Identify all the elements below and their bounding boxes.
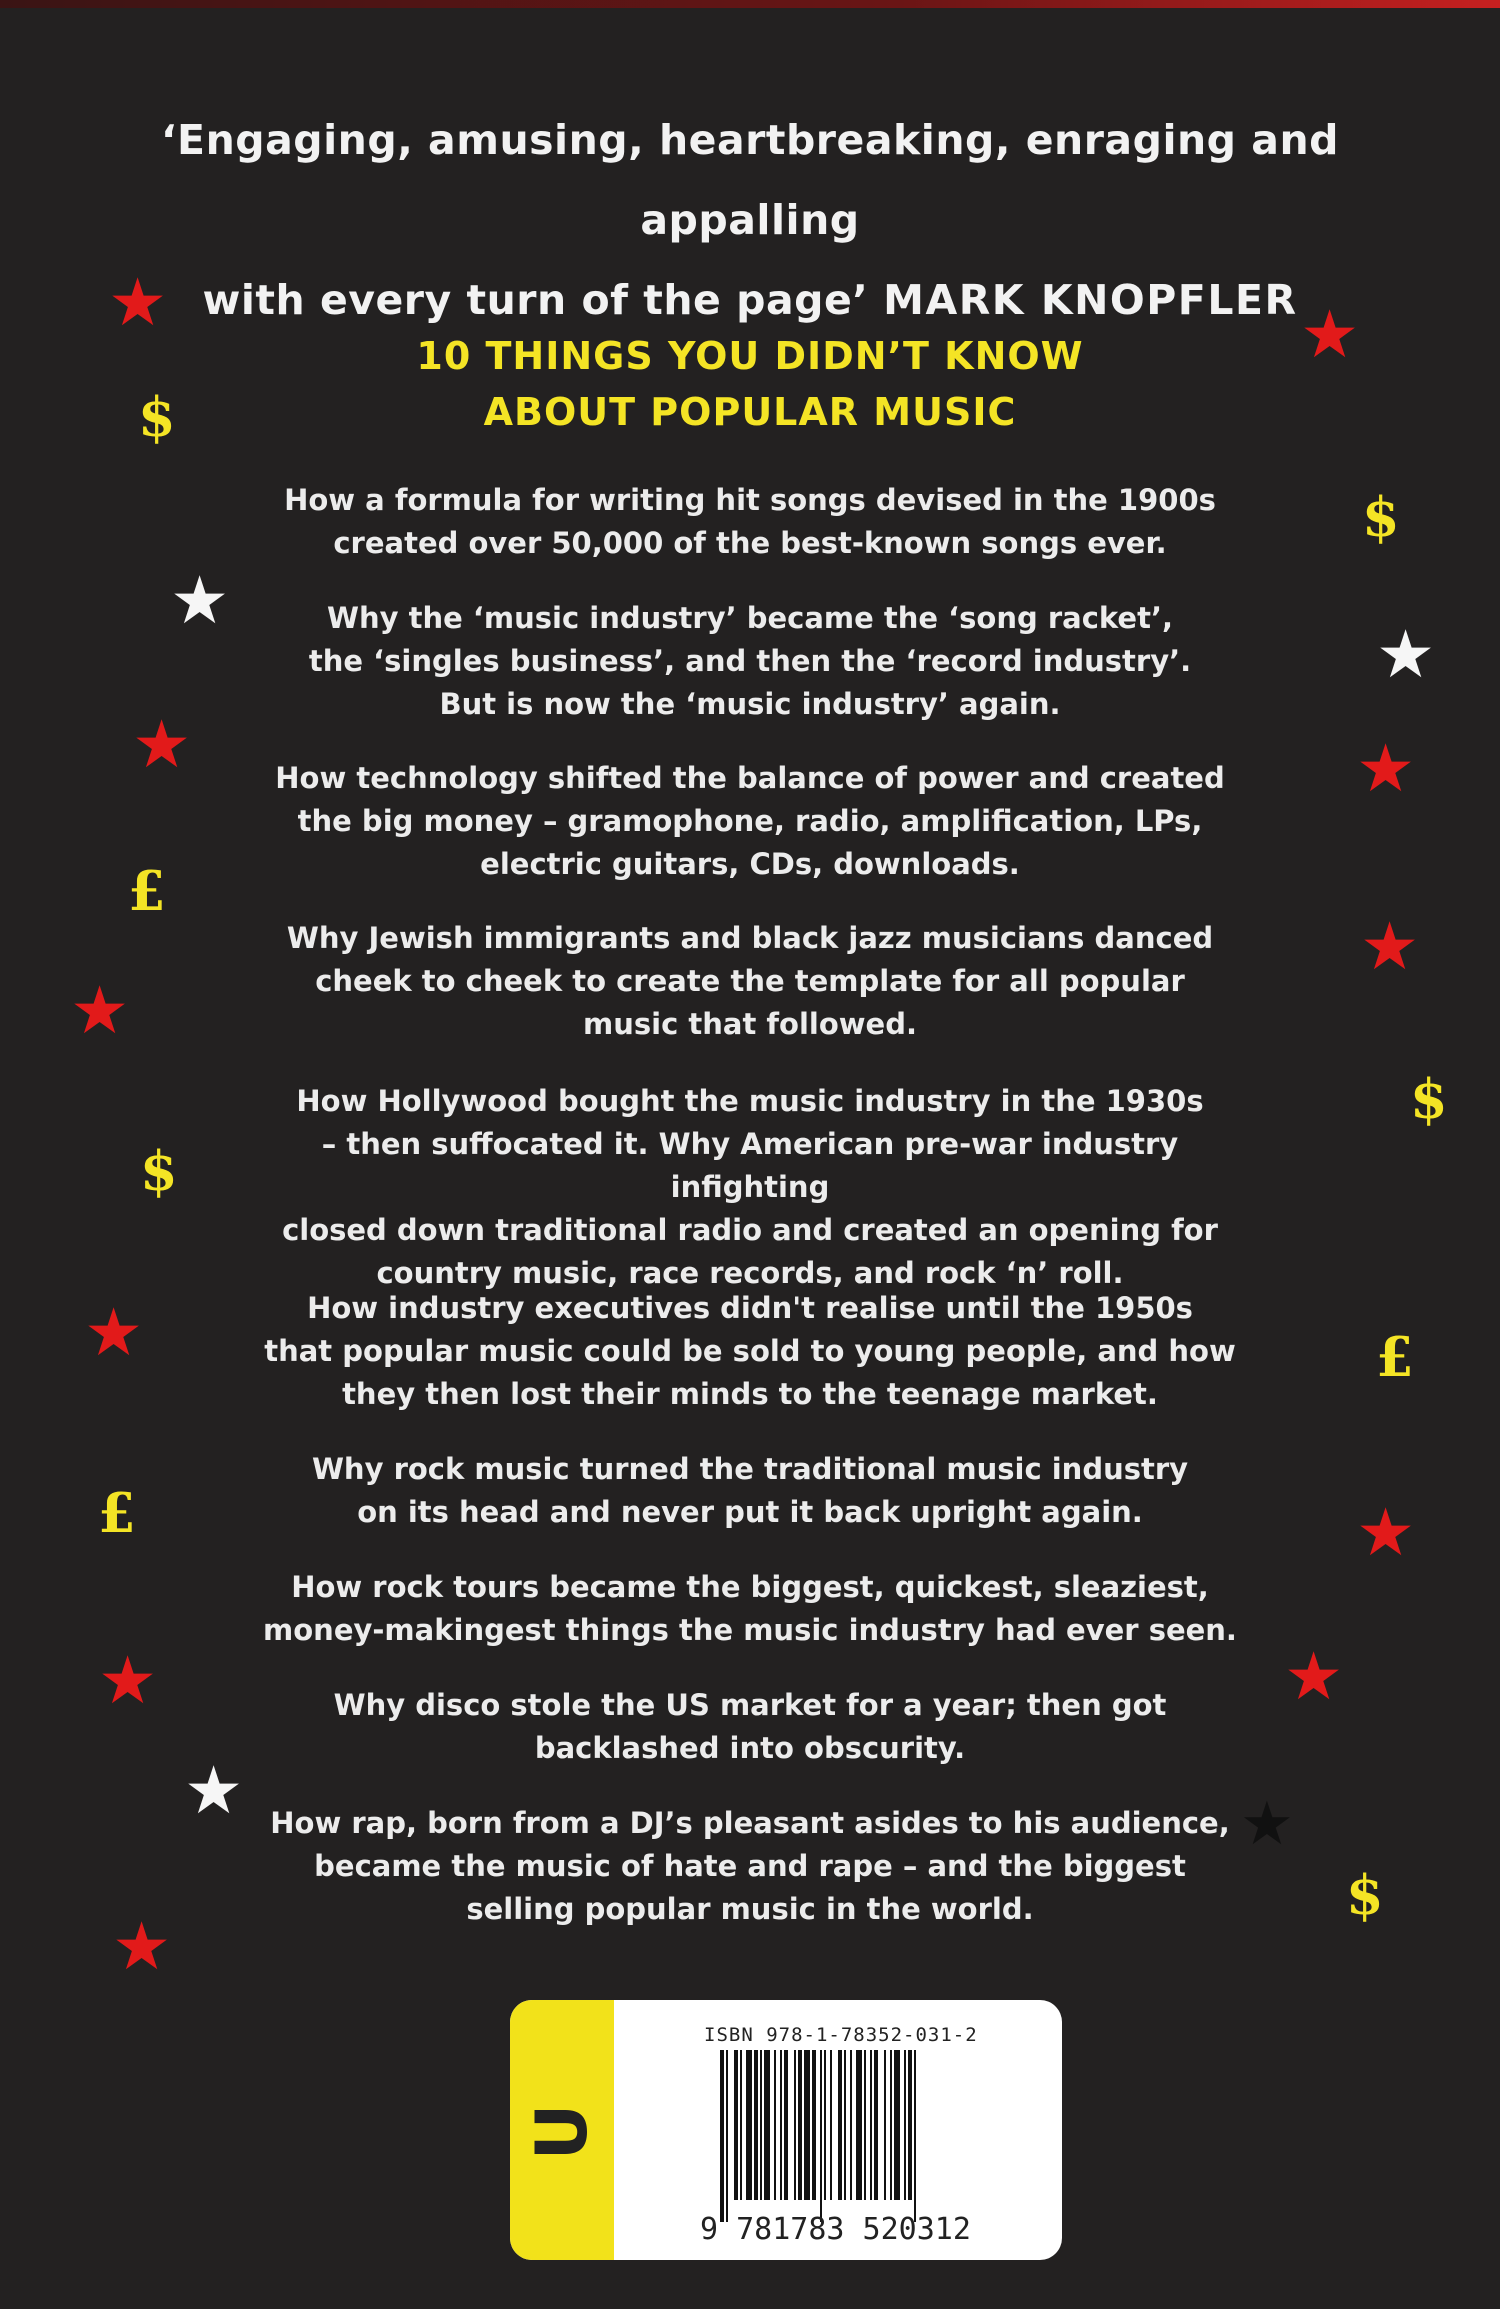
barcode-bar	[746, 2050, 752, 2200]
barcode-bar	[824, 2050, 826, 2200]
barcode-bar	[760, 2050, 762, 2200]
barcode-bar	[870, 2050, 872, 2200]
publisher-logo: U	[521, 2103, 603, 2161]
red-star-icon: ★	[1356, 1494, 1416, 1571]
red-star-icon: ★	[108, 264, 168, 341]
dollar-sign-icon: $	[1346, 1863, 1384, 1927]
barcode-bar	[850, 2050, 852, 2200]
red-star-icon: ★	[1356, 730, 1416, 807]
white-star-icon: ★	[184, 1752, 244, 1829]
fact-item-5: How Hollywood bought the music industry in the 1930s – then suffocated it. Why American pre-war industry infighting closed down traditional radio and created an opening for country music, race records, and rock ‘n’ roll.	[282, 1084, 1218, 1290]
barcode-image	[720, 2050, 992, 2222]
white-star-icon: ★	[170, 562, 230, 639]
barcode-bar	[774, 2050, 776, 2200]
red-star-icon: ★	[1284, 1638, 1344, 1715]
barcode-bar	[908, 2050, 912, 2200]
fact-item-2: Why the ‘music industry’ became the ‘song racket’, the ‘singles business’, and then the ‘record industry’. But is now the ‘music industry’ again.	[308, 601, 1192, 721]
red-star-icon: ★	[112, 1908, 172, 1985]
barcode-bar	[726, 2050, 728, 2222]
dollar-sign-icon: $	[1362, 485, 1400, 549]
red-star-icon: ★	[84, 1294, 144, 1371]
red-star-icon: ★	[98, 1642, 158, 1719]
barcode-bar	[720, 2050, 724, 2222]
quote-attribution: MARK KNOPFLER	[883, 276, 1298, 324]
barcode-bar	[780, 2050, 782, 2200]
barcode-bar	[830, 2050, 832, 2200]
barcode-bar	[804, 2050, 810, 2200]
barcode-bar	[844, 2050, 846, 2200]
barcode-bar	[812, 2050, 816, 2200]
isbn-text: ISBN 978-1-78352-031-2	[704, 2024, 978, 2046]
fact-item-6: How industry executives didn't realise until the 1950s that popular music could be sold to young people, and how they then lost their minds to the teenage market.	[264, 1291, 1236, 1411]
pound-sign-icon: £	[128, 859, 166, 923]
fact-item-4: Why Jewish immigrants and black jazz musicians danced cheek to cheek to create the template for all popular music that followed.	[286, 921, 1214, 1041]
barcode-bar	[794, 2050, 796, 2200]
barcode-bar	[764, 2050, 770, 2200]
quote-line-1: ‘Engaging, amusing, heartbreaking, enraging and appalling	[160, 116, 1340, 244]
pound-sign-icon: £	[1376, 1325, 1414, 1389]
publisher-panel	[510, 2000, 614, 2260]
barcode-bar	[894, 2050, 900, 2200]
barcode-bar	[784, 2050, 788, 2200]
white-star-icon: ★	[1376, 616, 1436, 693]
red-star-icon: ★	[132, 706, 192, 783]
barcode-bar	[890, 2050, 892, 2200]
cover-top-edge	[0, 0, 1500, 8]
barcode-digits: 9 781783 520312	[700, 2212, 971, 2247]
fact-item-3: How technology shifted the balance of power and created the big money – gramophone, radio, amplification, LPs, electric guitars, CDs, downloads.	[275, 761, 1225, 881]
section-heading	[300, 328, 1200, 440]
black-star-icon: ★	[1240, 1789, 1294, 1859]
barcode-bar	[856, 2050, 862, 2200]
barcode-bar	[864, 2050, 866, 2200]
barcode-bar	[874, 2050, 878, 2200]
heading-line-2: ABOUT POPULAR MUSIC	[483, 390, 1017, 434]
barcode-bar	[914, 2050, 916, 2222]
quote-line-2: with every turn of the page’	[202, 276, 869, 324]
red-star-icon: ★	[1360, 908, 1420, 985]
red-star-icon: ★	[1300, 296, 1360, 373]
heading-line-1: 10 THINGS YOU DIDN’T KNOW	[416, 334, 1084, 378]
red-star-icon: ★	[70, 972, 130, 1049]
fact-item-1: How a formula for writing hit songs devised in the 1900s created over 50,000 of the best-known songs ever.	[284, 483, 1216, 560]
fact-item-8: How rock tours became the biggest, quickest, sleaziest, money-makingest things the music industry had ever seen.	[263, 1570, 1237, 1647]
dollar-sign-icon: $	[140, 1139, 178, 1203]
dollar-sign-icon: $	[138, 385, 176, 449]
barcode-bar	[838, 2050, 842, 2200]
barcode-bar	[820, 2050, 822, 2222]
fact-item-7: Why rock music turned the traditional music industry on its head and never put it back upright again.	[311, 1452, 1189, 1529]
fact-item-10: How rap, born from a DJ’s pleasant asides to his audience, became the music of hate and rape – and the biggest selling popular music in the world.	[270, 1806, 1230, 1926]
dollar-sign-icon: $	[1410, 1067, 1448, 1131]
endorsement-quote	[60, 100, 1440, 340]
barcode-bar	[904, 2050, 906, 2200]
barcode-label	[510, 2000, 1062, 2260]
barcode-bar	[798, 2050, 802, 2200]
barcode-bar	[754, 2050, 758, 2200]
barcode-bar	[734, 2050, 738, 2200]
barcode-bar	[740, 2050, 742, 2200]
pound-sign-icon: £	[98, 1481, 136, 1545]
barcode-bar	[884, 2050, 886, 2200]
fact-item-9: Why disco stole the US market for a year; then got backlashed into obscurity.	[333, 1688, 1167, 1765]
